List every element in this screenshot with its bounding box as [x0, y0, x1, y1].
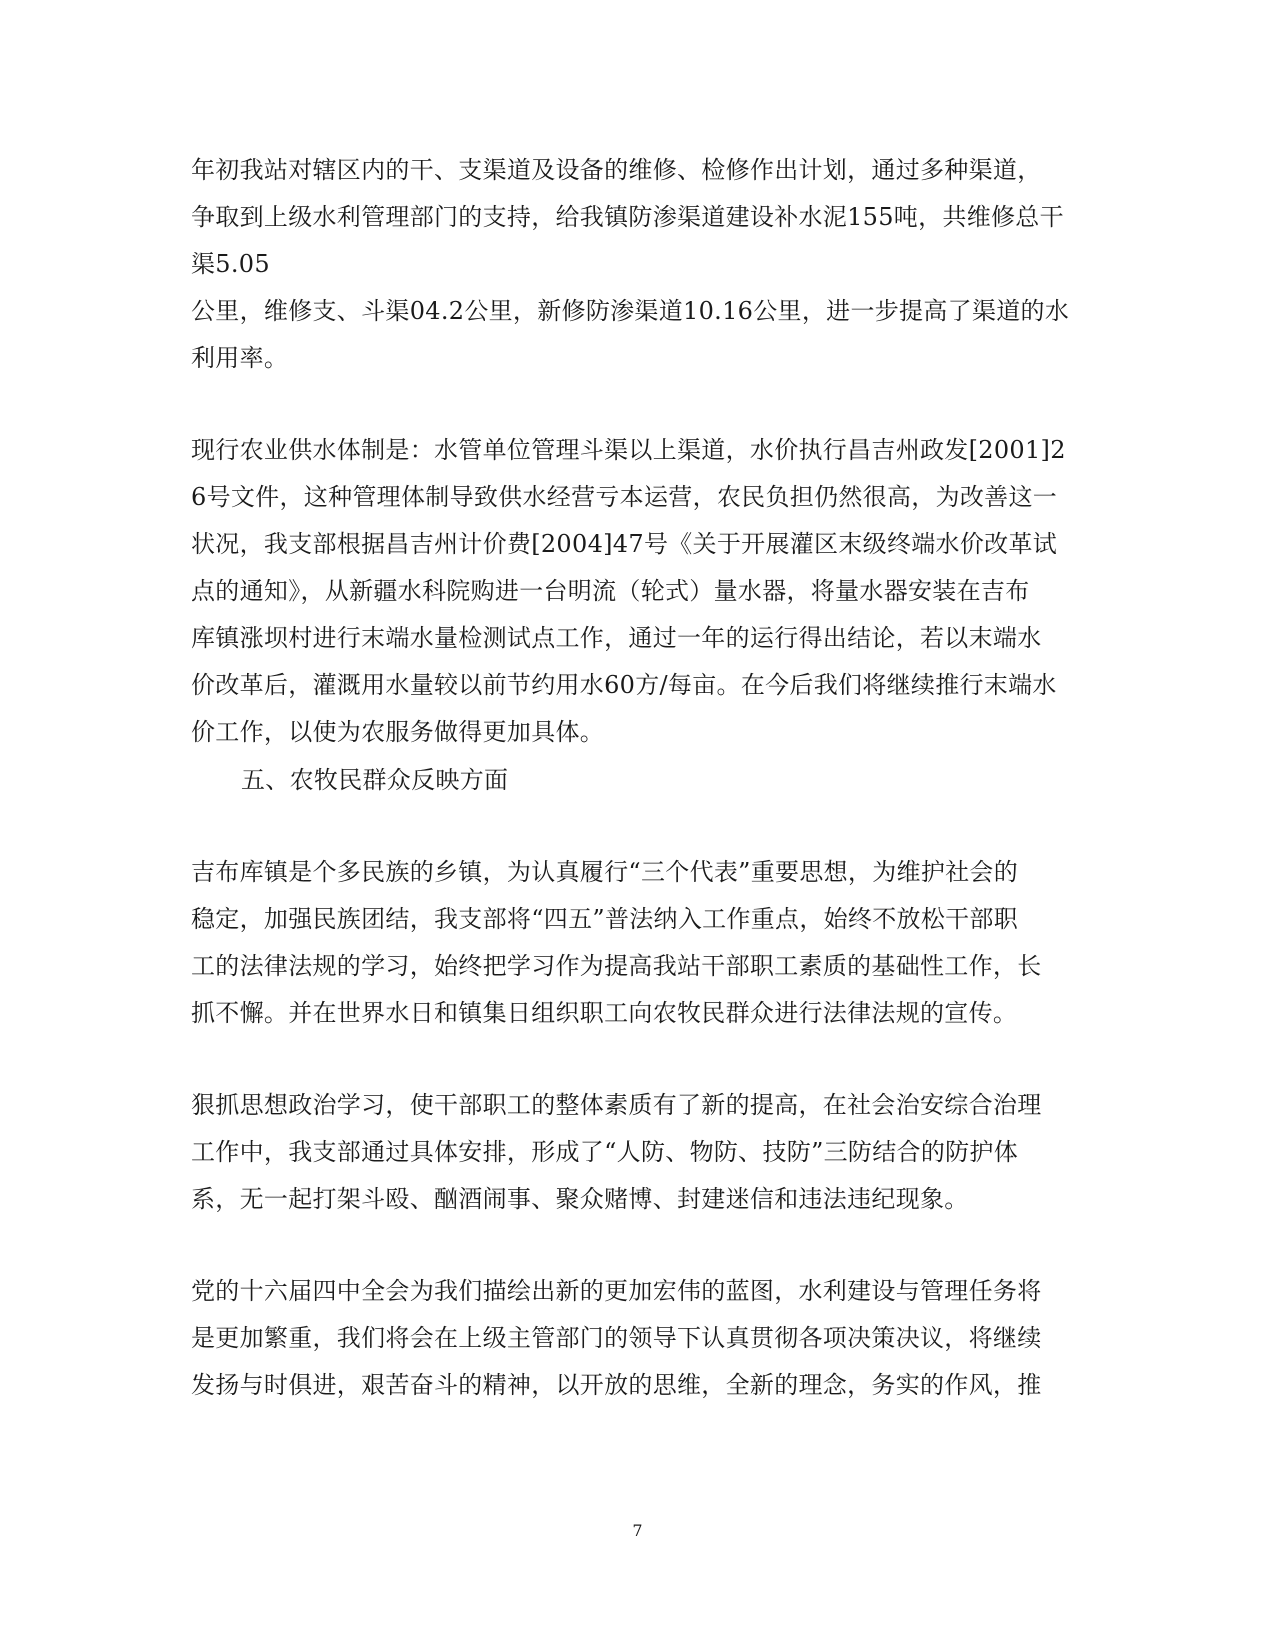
paragraph-line: 年初我站对辖区内的干、支渠道及设备的维修、检修作出计划，通过多种渠道，: [191, 156, 1042, 184]
paragraph-line: 价改革后，灌溉用水量较以前节约用水60方/每亩。在今后我们将继续推行末端水: [191, 671, 1057, 699]
paragraph-line: 工的法律法规的学习，始终把学习作为提高我站干部职工素质的基础性工作，长: [191, 952, 1042, 980]
paragraph-line: 现行农业供水体制是：水管单位管理斗渠以上渠道，水价执行昌吉州政发[2001]2: [191, 436, 1066, 464]
paragraph-line: 工作中，我支部通过具体安排，形成了“人防、物防、技防”三防结合的防护体: [191, 1138, 1019, 1166]
paragraph-line: 稳定，加强民族团结，我支部将“四五”普法纳入工作重点，始终不放松干部职: [191, 905, 1019, 933]
paragraph-line: 6号文件，这种管理体制导致供水经营亏本运营，农民负担仍然很高，为改善这一: [191, 483, 1058, 511]
paragraph-line: 发扬与时俱进，艰苦奋斗的精神，以开放的思维，全新的理念，务实的作风，推: [191, 1371, 1042, 1399]
page-number: 7: [632, 1521, 643, 1540]
paragraph-line: 库镇涨坝村进行末端水量检测试点工作，通过一年的运行得出结论，若以末端水: [191, 624, 1042, 652]
paragraph-line: 点的通知》，从新疆水科院购进一台明流（轮式）量水器，将量水器安装在吉布: [191, 577, 1030, 605]
paragraph-line: 争取到上级水利管理部门的支持，给我镇防渗渠道建设补水泥155吨，共维修总干: [191, 203, 1064, 231]
paragraph-line: 抓不懈。并在世界水日和镇集日组织职工向农牧民群众进行法律法规的宣传。: [191, 999, 1018, 1027]
paragraph-line: 价工作，以使为农服务做得更加具体。: [191, 718, 605, 746]
paragraph-line: 系，无一起打架斗殴、酗酒闹事、聚众赌博、封建迷信和违法违纪现象。: [191, 1185, 969, 1213]
paragraph-line: 吉布库镇是个多民族的乡镇，为认真履行“三个代表”重要思想，为维护社会的: [191, 858, 1019, 886]
paragraph-line: 狠抓思想政治学习，使干部职工的整体素质有了新的提高，在社会治安综合治理: [191, 1091, 1042, 1119]
paragraph-line: 公里，维修支、斗渠04.2公里，新修防渗渠道10.16公里，进一步提高了渠道的水: [191, 297, 1070, 325]
section-heading: 五、农牧民群众反映方面: [241, 766, 509, 794]
paragraph-line: 利用率。: [191, 344, 289, 372]
paragraph-line: 是更加繁重，我们将会在上级主管部门的领导下认真贯彻各项决策决议，将继续: [191, 1324, 1042, 1352]
paragraph-line: 状况，我支部根据昌吉州计价费[2004]47号《关于开展灌区末级终端水价改革试: [191, 530, 1058, 558]
paragraph-line: 渠5.05: [191, 250, 270, 278]
paragraph-line: 党的十六届四中全会为我们描绘出新的更加宏伟的蓝图，水利建设与管理任务将: [191, 1277, 1042, 1305]
